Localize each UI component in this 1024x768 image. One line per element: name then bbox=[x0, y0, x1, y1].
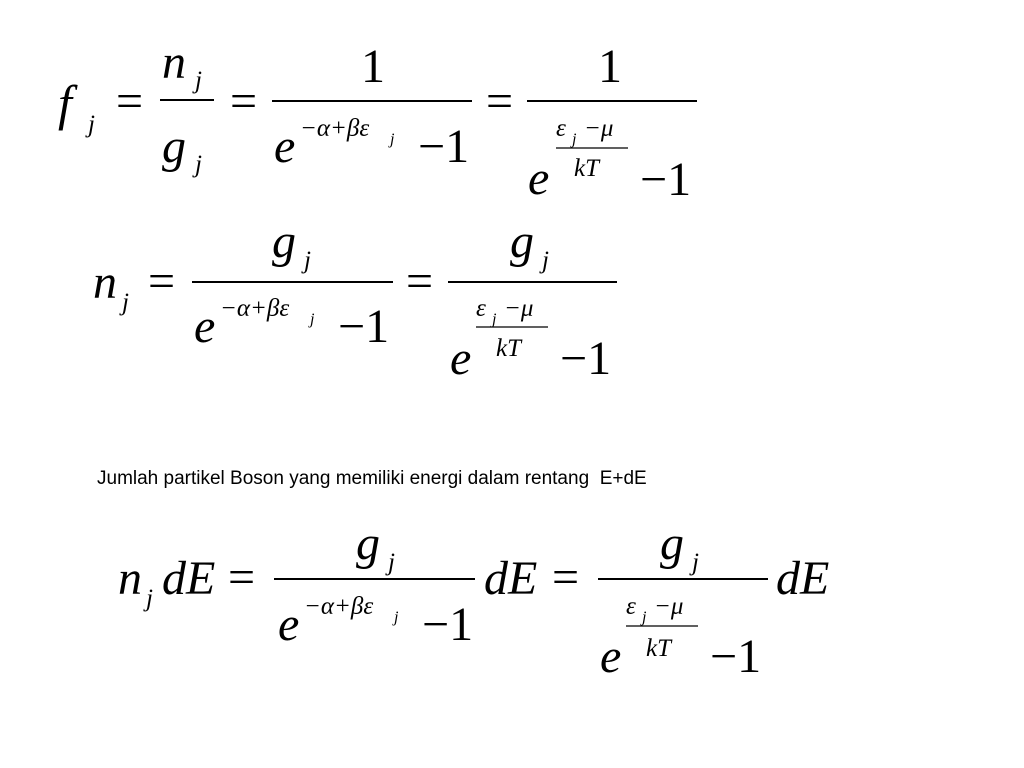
eq2-lhs-n: n bbox=[93, 256, 117, 309]
eq3-lhs-dE: dE bbox=[162, 552, 216, 605]
eq2-equals-1: = bbox=[148, 255, 176, 308]
eq2-minus-one-2: −1 bbox=[560, 332, 612, 385]
eq1-minus-one-1: −1 bbox=[418, 120, 470, 173]
eq1-e-2: e bbox=[528, 152, 550, 205]
eq3-minus-one-2: −1 bbox=[710, 630, 762, 683]
eq3-numerator-subscript-2: j bbox=[692, 549, 699, 576]
eq3-minus-one-1: −1 bbox=[422, 598, 474, 651]
eq2-exponent-1: −α+βε bbox=[220, 295, 290, 322]
eq2-e-1: e bbox=[194, 300, 216, 353]
eq1-numerator-one-1: 1 bbox=[361, 40, 385, 93]
eq1-lhs-f: f bbox=[58, 75, 72, 131]
eq3-exponent-2-mu: −μ bbox=[654, 593, 684, 620]
eq3-lhs-subscript: j bbox=[146, 585, 153, 612]
eq1-denominator-subscript: j bbox=[195, 151, 202, 178]
eq1-exponent-1: −α+βε bbox=[300, 115, 370, 142]
eq1-numerator-subscript: j bbox=[195, 67, 202, 94]
eq1-equals-2: = bbox=[230, 75, 258, 128]
eq3-numerator-g-1: g bbox=[356, 517, 380, 570]
eq3-equals-1: = bbox=[228, 551, 256, 604]
eq2-numerator-g-1: g bbox=[272, 215, 296, 268]
eq1-numerator-n: n bbox=[162, 36, 186, 89]
eq3-exponent-2-subscript: j bbox=[642, 609, 647, 626]
eq1-exponent-2-epsilon: ε bbox=[556, 115, 566, 142]
eq1-e-1: e bbox=[274, 120, 296, 173]
eq2-e-2: e bbox=[450, 332, 472, 385]
eq3-exponent-2-epsilon: ε bbox=[626, 593, 636, 620]
eq1-minus-one-2: −1 bbox=[640, 153, 692, 206]
eq3-numerator-g-2: g bbox=[660, 517, 684, 570]
eq2-equals-2: = bbox=[406, 255, 434, 308]
eq3-e-1: e bbox=[278, 598, 300, 651]
eq3-equals-2: = bbox=[552, 551, 580, 604]
eq3-exponent-2-kT: kT bbox=[646, 635, 671, 662]
eq2-exponent-2-subscript: j bbox=[492, 311, 497, 328]
eq2-exponent-2-mu: −μ bbox=[504, 295, 534, 322]
eq1-numerator-one-2: 1 bbox=[598, 40, 622, 93]
caption-text: Jumlah partikel Boson yang memiliki energi dalam rentang E+dE bbox=[97, 468, 647, 489]
eq3-dE-2: dE bbox=[776, 552, 830, 605]
eq1-lhs-subscript: j bbox=[88, 111, 95, 138]
eq3-e-2: e bbox=[600, 630, 622, 683]
eq3-numerator-subscript-1: j bbox=[388, 549, 395, 576]
eq2-numerator-g-2: g bbox=[510, 215, 534, 268]
eq2-exponent-1-subscript: j bbox=[310, 311, 315, 328]
eq3-exponent-1: −α+βε bbox=[304, 593, 374, 620]
eq3-dE-1: dE bbox=[484, 552, 538, 605]
eq2-exponent-2-epsilon: ε bbox=[476, 295, 486, 322]
eq1-exponent-2-mu: −μ bbox=[584, 115, 614, 142]
eq2-minus-one-1: −1 bbox=[338, 300, 390, 353]
eq1-exponent-1-subscript: j bbox=[390, 131, 395, 148]
eq3-lhs-n: n bbox=[118, 552, 142, 605]
eq2-lhs-subscript: j bbox=[122, 289, 129, 316]
eq2-numerator-subscript-1: j bbox=[304, 247, 311, 274]
eq1-exponent-2-kT: kT bbox=[574, 155, 599, 182]
eq1-equals-1: = bbox=[116, 75, 144, 128]
eq3-exponent-1-subscript: j bbox=[394, 609, 399, 626]
eq2-numerator-subscript-2: j bbox=[542, 247, 549, 274]
eq1-equals-3: = bbox=[486, 75, 514, 128]
eq1-denominator-g: g bbox=[162, 120, 186, 173]
eq1-exponent-2-subscript: j bbox=[572, 131, 577, 148]
eq2-exponent-2-kT: kT bbox=[496, 335, 521, 362]
